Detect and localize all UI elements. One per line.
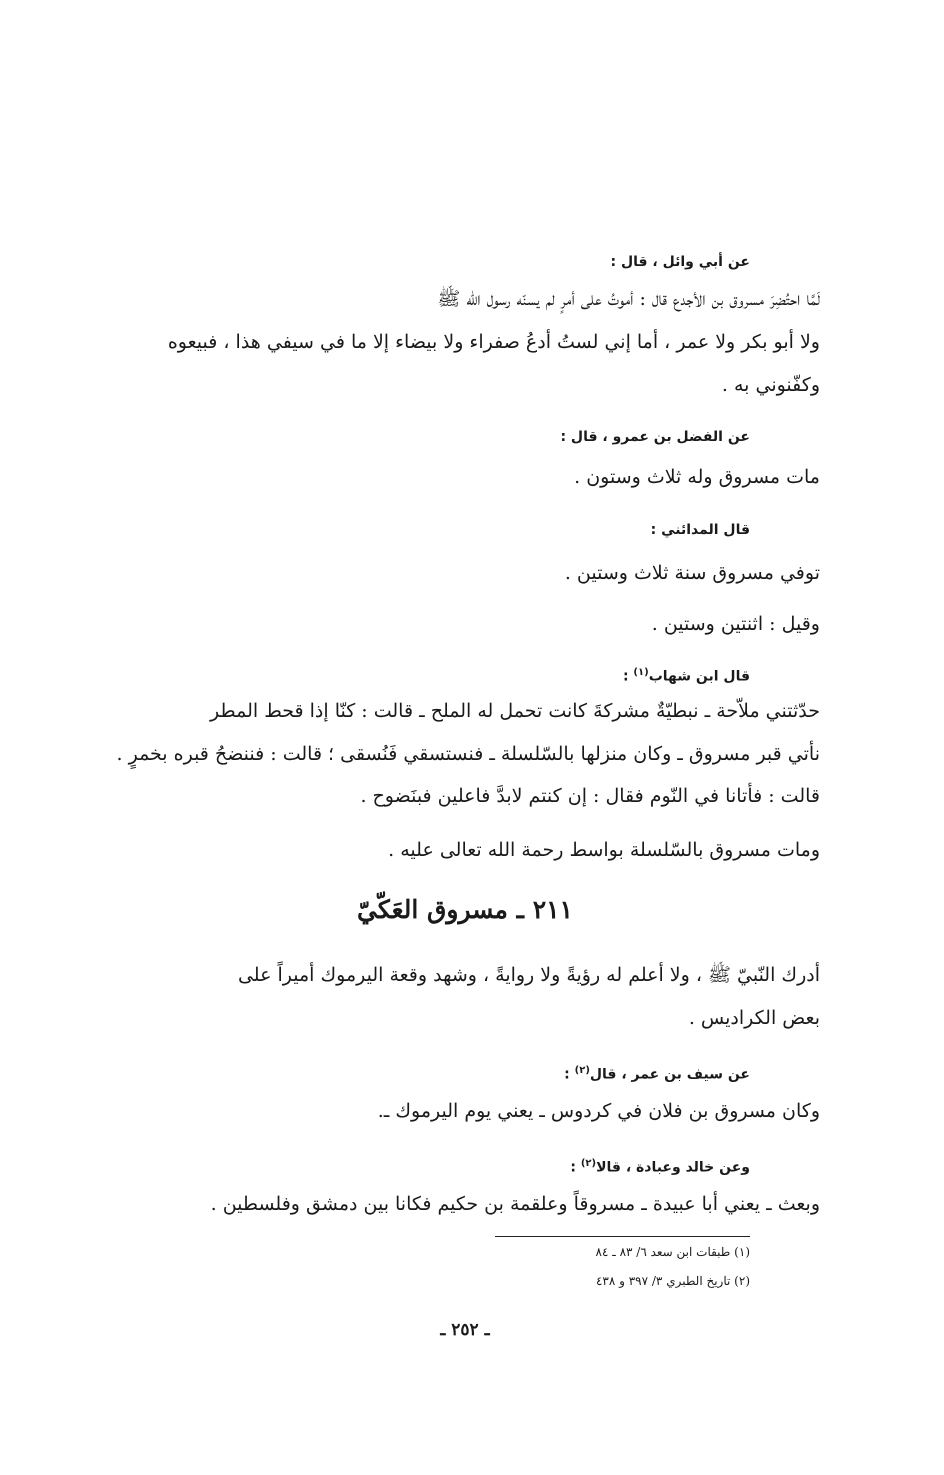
footnote: (٢) تاريخ الطبري ٣/ ٣٩٧ و ٤٣٨ <box>595 1274 750 1288</box>
narrator-colon: : <box>570 1159 581 1176</box>
narrator-text: عن سيف بن عمر ، قال <box>589 1066 750 1083</box>
section-heading: ٢١١ ـ مسروق العَكّيّ <box>357 895 573 924</box>
document-page <box>110 0 820 1475</box>
body-line: وبعث ـ يعني أبا عبيدة ـ مسروقاً وعلقمة بن حكيم فكانا بين دمشق وفلسطين . <box>210 1193 820 1215</box>
body-line: ولا أبو بكر ولا عمر ، أما إني لستُ أدعُ صفراء ولا بيضاء إلا ما في سيفي هذا ، فبيعوه <box>167 331 820 353</box>
narrator-line: قال المدائني : <box>650 522 750 538</box>
narrator-colon: : <box>564 1066 575 1083</box>
narrator-colon: : <box>622 668 634 685</box>
footnote-ref: (١) <box>633 667 649 678</box>
narrator-line <box>110 1061 750 1085</box>
body-line: وكفّنوني به . <box>721 374 820 396</box>
body-line: أدرك النّبيّ ﷺ ، ولا أعلم له رؤيةً ولا روايةً ، وشهد وقعة اليرموك أميراً على <box>237 964 820 986</box>
body-line: حدّثتني ملاّحة ـ نبطيّةٌ مشركةَ كانت تحمل له الملح ـ قالت : كنّا إذا قحط المطر <box>210 700 820 722</box>
footnote-ref: (٢) <box>580 1158 597 1169</box>
narrator-line: عن أبي وائل ، قال : <box>610 254 750 270</box>
footnote-ref: (٢) <box>574 1065 590 1076</box>
body-line: لَمَّا احتُضِرَ مسروق بن الأجدع قال : أموتُ على أمرٍ لم يسنّه رسول الله ﷺ <box>437 288 820 310</box>
body-line: نأتي قبر مسروق ـ وكان منزلها بالسّلسلة ـ فنستسقي فَنُسقى ؛ قالت : فننضحُ قبره بخمرٍ . <box>116 743 820 765</box>
narrator-text: وعن خالد وعبادة ، قالا <box>596 1159 750 1176</box>
body-line: بعض الكراديس . <box>688 1007 820 1029</box>
body-line: وكان مسروق بن فلان في كردوس ـ يعني يوم اليرموك ـ. <box>377 1100 820 1122</box>
body-line: ومات مسروق بالسّلسلة بواسط رحمة الله تعالى عليه . <box>388 839 820 861</box>
body-line: قالت : فأتانا في النّوم فقال : إن كنتم لابدَّ فاعلين فبنَضوح . <box>360 785 820 807</box>
body-line: توفي مسروق سنة ثلاث وستين . <box>564 562 820 584</box>
footnote: (١) طبقات ابن سعد ٦/ ٨٣ ـ ٨٤ <box>595 1245 750 1259</box>
body-line: وقيل : اثنتين وستين . <box>651 613 820 635</box>
footnote-separator <box>495 1236 750 1237</box>
narrator-line: عن الفضل بن عمرو ، قال : <box>560 429 750 445</box>
narrator-line <box>110 663 750 687</box>
body-line: مات مسروق وله ثلاث وستون . <box>574 466 820 488</box>
narrator-text: قال ابن شهاب <box>648 668 750 685</box>
narrator-line <box>110 1154 750 1178</box>
page-number: ـ ٢٥٢ ـ <box>440 1320 490 1340</box>
